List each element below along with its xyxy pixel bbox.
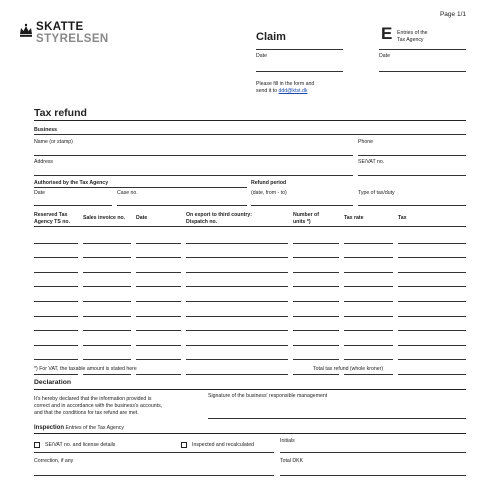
table-cell-field[interactable] <box>398 359 466 360</box>
table-cell-field[interactable] <box>83 301 131 302</box>
table-cell-field[interactable] <box>398 301 466 302</box>
table-cell-field[interactable] <box>344 272 393 273</box>
table-cell-field[interactable] <box>186 316 288 317</box>
total-refund-label: Total tax refund (whole kroner) <box>313 366 384 372</box>
address-label: Address <box>34 159 54 165</box>
table-cell-field[interactable] <box>83 272 131 273</box>
name-field[interactable] <box>34 155 353 156</box>
table-cell-field[interactable] <box>136 374 181 375</box>
col-header-dispatch-1: On export to third country: <box>186 212 252 218</box>
entries-letter: E <box>381 24 393 43</box>
logo-line2: STYRELSEN <box>36 33 109 45</box>
col-header-tax-1: Tax <box>398 215 407 221</box>
table-cell-field[interactable] <box>186 345 288 346</box>
table-cell-field[interactable] <box>293 316 339 317</box>
table-cell-field[interactable] <box>83 374 131 375</box>
check1-label: SE/VAT no. and license details <box>45 442 116 448</box>
business-heading: Business <box>34 127 58 133</box>
table-cell-field[interactable] <box>398 374 466 375</box>
col-header-date <box>136 215 147 222</box>
table-cell-field[interactable] <box>136 345 181 346</box>
table-cell-field[interactable] <box>186 374 288 375</box>
type-field[interactable] <box>358 205 466 206</box>
refund-heading: Refund period <box>251 180 287 186</box>
entries-date-line <box>379 49 466 50</box>
initials-field[interactable] <box>280 452 466 453</box>
case-field[interactable] <box>117 205 247 206</box>
table-cell-field[interactable] <box>83 359 131 360</box>
table-cell-field[interactable] <box>344 316 393 317</box>
entries-label-2: Tax Agency <box>397 37 424 43</box>
claim-date-line <box>256 49 343 50</box>
table-cell-field[interactable] <box>344 345 393 346</box>
col-header-invoice-1: Sales invoice no. <box>83 215 126 221</box>
col-header-ts <box>34 212 70 225</box>
table-cell-field[interactable] <box>344 374 393 375</box>
declaration-rule <box>34 389 466 390</box>
table-cell-field[interactable] <box>344 257 393 258</box>
table-cell-field[interactable] <box>344 243 393 244</box>
claim-date-field[interactable] <box>256 71 343 72</box>
logo-text <box>36 22 109 45</box>
signature-field[interactable] <box>208 418 466 419</box>
table-cell-field[interactable] <box>398 286 466 287</box>
authorised-rule <box>34 187 247 188</box>
table-cell-field[interactable] <box>83 286 131 287</box>
table-cell-field[interactable] <box>293 243 339 244</box>
page-number: Page 1/1 <box>439 11 466 18</box>
col-header-date-1: Date <box>136 215 148 221</box>
form-title: Tax refund <box>34 107 87 119</box>
table-cell-field[interactable] <box>83 330 131 331</box>
claim-date-label: Date <box>256 53 267 59</box>
table-cell-field[interactable] <box>34 243 78 244</box>
col-header-ts-1: Reserved Tax <box>34 212 68 218</box>
inspection-rule <box>34 433 466 434</box>
claim-title: Claim <box>256 31 286 43</box>
business-rule <box>34 134 466 135</box>
col-header-tax <box>398 215 407 222</box>
initials-label: Initials <box>280 438 295 444</box>
table-cell-field[interactable] <box>34 330 78 331</box>
col-header-units-2: units *) <box>293 218 311 225</box>
table-cell-field[interactable] <box>136 316 181 317</box>
type-label: Type of tax/duty <box>358 190 395 196</box>
title-rule <box>34 120 466 121</box>
table-cell-field[interactable] <box>398 330 466 331</box>
table-cell-field[interactable] <box>34 257 78 258</box>
table-cell-field[interactable] <box>398 345 466 346</box>
entries-label-1: Entries of the <box>397 30 428 36</box>
total-dkk-field[interactable] <box>280 475 466 476</box>
inspection-heading-wrap <box>34 425 124 431</box>
authorised-heading: Authorised by the Tax Agency <box>34 180 109 186</box>
name-label: Name (or stamp) <box>34 139 73 145</box>
total-dkk-label: Total DKK <box>280 458 304 464</box>
table-cell-field[interactable] <box>34 286 78 287</box>
table-cell-field[interactable] <box>344 359 393 360</box>
table-cell-field[interactable] <box>34 345 78 346</box>
col-header-dispatch-2: Dispatch no. <box>186 218 218 225</box>
auth-date-label: Date <box>34 190 45 196</box>
col-header-dispatch <box>186 212 252 225</box>
address-field[interactable] <box>34 175 353 176</box>
crown-icon <box>18 23 34 39</box>
table-cell-field[interactable] <box>34 316 78 317</box>
col-header-units-1: Number of <box>293 212 319 218</box>
table-cell-field[interactable] <box>186 330 288 331</box>
table-cell-field[interactable] <box>293 257 339 258</box>
table-cell-field[interactable] <box>34 272 78 273</box>
refund-field[interactable] <box>251 205 353 206</box>
declaration-text-2: correct and in accordance with the business's accounts, <box>34 403 163 409</box>
inspection-sub: Entries of the Tax Agency <box>65 425 124 431</box>
table-cell-field[interactable] <box>186 301 288 302</box>
table-cell-field[interactable] <box>398 316 466 317</box>
table-cell-field[interactable] <box>293 272 339 273</box>
checkbox-inspected[interactable] <box>181 442 187 448</box>
table-cell-field[interactable] <box>344 286 393 287</box>
table-cell-field[interactable] <box>293 301 339 302</box>
table-cell-field[interactable] <box>83 243 131 244</box>
table-cell-field[interactable] <box>293 345 339 346</box>
table-cell-field[interactable] <box>186 257 288 258</box>
instructions-line2 <box>256 88 307 94</box>
entries-date-label: Date <box>379 53 390 59</box>
col-header-rate-1: Tax rate <box>344 215 364 221</box>
phone-label: Phone <box>358 139 374 145</box>
table-cell-field[interactable] <box>136 301 181 302</box>
table-cell-field[interactable] <box>34 301 78 302</box>
table-cell-field[interactable] <box>136 243 181 244</box>
auth-date-field[interactable] <box>34 205 112 206</box>
signature-label: Signature of the business' responsible management <box>208 393 328 399</box>
case-label: Case no. <box>117 190 138 196</box>
table-cell-field[interactable] <box>83 345 131 346</box>
check2-label: Inspected and recalculated <box>192 442 255 448</box>
refund-sub: (date, from - to) <box>251 190 287 196</box>
table-cell-field[interactable] <box>136 286 181 287</box>
table-cell-field[interactable] <box>34 374 78 375</box>
col-header-units <box>293 212 319 225</box>
table-cell-field[interactable] <box>186 286 288 287</box>
table-cell-field[interactable] <box>293 359 339 360</box>
table-cell-field[interactable] <box>186 243 288 244</box>
footnote: *) For VAT, the taxable amount is stated here <box>34 366 137 372</box>
table-cell-field[interactable] <box>136 330 181 331</box>
checkbox-se-vat[interactable] <box>34 442 40 448</box>
declaration-text-1: It's hereby declared that the information provided is <box>34 396 152 402</box>
table-cell-field[interactable] <box>293 374 339 375</box>
declaration-heading: Declaration <box>34 379 72 386</box>
table-cell-field[interactable] <box>344 330 393 331</box>
inspection-heading: Inspection <box>34 425 65 431</box>
table-header-rule <box>34 226 466 227</box>
table-cell-field[interactable] <box>136 272 181 273</box>
instructions-send: send it to <box>256 88 278 94</box>
instructions-line1: Please fill in the form and <box>256 81 315 87</box>
col-header-invoice <box>83 215 125 222</box>
table-cell-field[interactable] <box>186 359 288 360</box>
table-cell-field[interactable] <box>83 316 131 317</box>
table-cell-field[interactable] <box>344 301 393 302</box>
col-header-ts-2: Agency TS no. <box>34 218 71 225</box>
logo-line1: SKATTE <box>36 21 84 33</box>
entries-date-field[interactable] <box>379 71 466 72</box>
correction-label: Correction, if any <box>34 458 74 464</box>
correction-field[interactable] <box>34 475 274 476</box>
table-cell-field[interactable] <box>186 272 288 273</box>
phone-field[interactable] <box>358 155 466 156</box>
table-cell-field[interactable] <box>398 243 466 244</box>
table-cell-field[interactable] <box>34 359 78 360</box>
se-label: SE/VAT no. <box>358 159 385 165</box>
se-field[interactable] <box>358 175 466 176</box>
col-header-rate <box>344 215 364 222</box>
table-cell-field[interactable] <box>136 359 181 360</box>
table-cell-field[interactable] <box>293 330 339 331</box>
table-cell-field[interactable] <box>83 257 131 258</box>
table-cell-field[interactable] <box>398 257 466 258</box>
table-cell-field[interactable] <box>293 286 339 287</box>
table-cell-field[interactable] <box>398 272 466 273</box>
inspection-line-left <box>34 452 274 453</box>
table-cell-field[interactable] <box>136 257 181 258</box>
declaration-text-3: and that the conditions for tax refund are met. <box>34 410 139 416</box>
email-link[interactable]: ddd@ktst.dk <box>278 88 308 94</box>
